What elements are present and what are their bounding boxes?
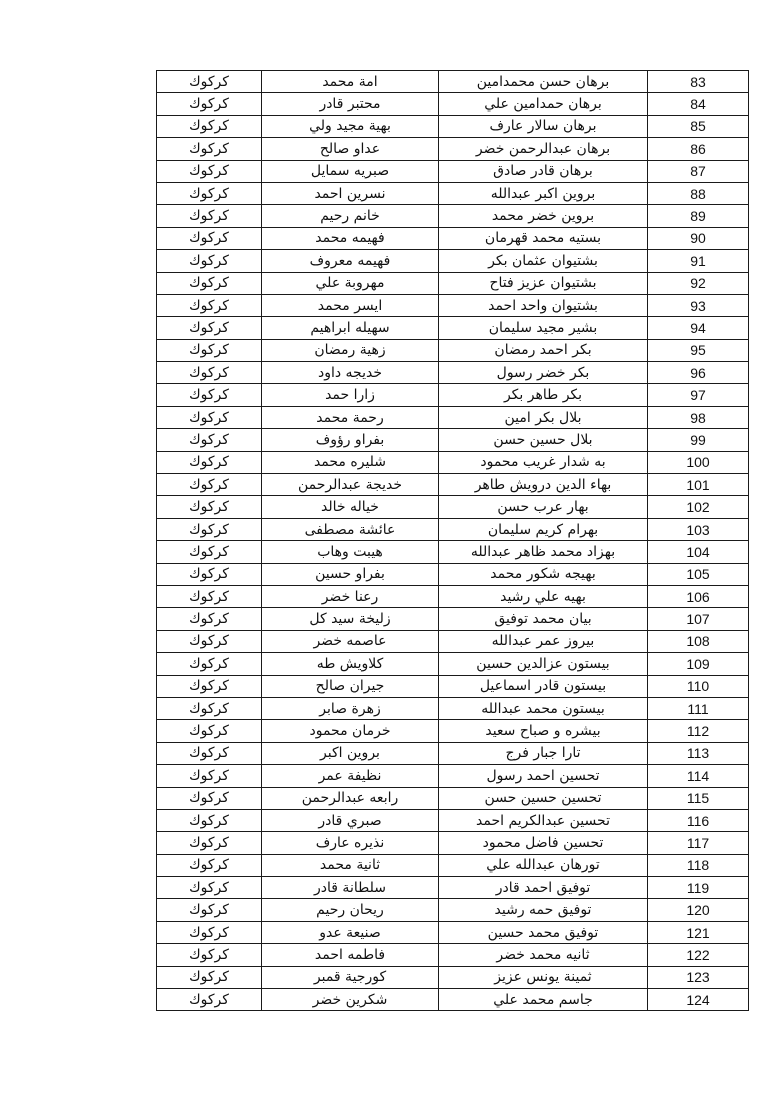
row-number-cell: 90 [648,227,749,249]
table-row [157,944,749,966]
city-cell: كركوك [157,653,262,675]
full-name-cell: بيستون عزالدين حسين [439,653,648,675]
full-name-cell: تارا جبار فرج [439,742,648,764]
row-number-cell: 118 [648,854,749,876]
full-name-cell: بستيه محمد قهرمان [439,227,648,249]
table-row [157,362,749,384]
full-name-cell: بهيه علي رشيد [439,585,648,607]
row-number-cell: 100 [648,451,749,473]
mother-name-cell: زهية رمضان [262,339,439,361]
mother-name-cell: ايسر محمد [262,294,439,316]
row-number-cell: 94 [648,317,749,339]
table-row [157,272,749,294]
row-number-cell: 106 [648,585,749,607]
table-row [157,832,749,854]
full-name-cell: بلال حسين حسن [439,429,648,451]
city-cell: كركوك [157,765,262,787]
row-number-cell: 121 [648,921,749,943]
table-row [157,989,749,1011]
full-name-cell: برهان عبدالرحمن خضر [439,138,648,160]
city-cell: كركوك [157,294,262,316]
table-body [157,71,749,1011]
table-row [157,294,749,316]
row-number-cell: 114 [648,765,749,787]
table-row [157,496,749,518]
table-row [157,339,749,361]
city-cell: كركوك [157,541,262,563]
row-number-cell: 105 [648,563,749,585]
mother-name-cell: نظيفة عمر [262,765,439,787]
mother-name-cell: بروين اكبر [262,742,439,764]
full-name-cell: تحسين احمد رسول [439,765,648,787]
row-number-cell: 104 [648,541,749,563]
full-name-cell: تحسين فاضل محمود [439,832,648,854]
mother-name-cell: محتبر قادر [262,93,439,115]
row-number-cell: 86 [648,138,749,160]
mother-name-cell: نذيره عارف [262,832,439,854]
mother-name-cell: هيبت وهاب [262,541,439,563]
full-name-cell: تورهان عبدالله علي [439,854,648,876]
mother-name-cell: خديجه داود [262,362,439,384]
city-cell: كركوك [157,899,262,921]
table-row [157,608,749,630]
full-name-cell: بلال بكر امين [439,406,648,428]
mother-name-cell: زليخة سيد كل [262,608,439,630]
row-number-cell: 99 [648,429,749,451]
mother-name-cell: عائشة مصطفى [262,518,439,540]
mother-name-cell: جيران صالح [262,675,439,697]
mother-name-cell: شليره محمد [262,451,439,473]
city-cell: كركوك [157,406,262,428]
full-name-cell: برهان حسن محمدامين [439,71,648,93]
full-name-cell: بشتيوان عزيز فتاح [439,272,648,294]
full-name-cell: جاسم محمد علي [439,989,648,1011]
city-cell: كركوك [157,71,262,93]
mother-name-cell: خانم رحيم [262,205,439,227]
full-name-cell: برهان قادر صادق [439,160,648,182]
mother-name-cell: خياله خالد [262,496,439,518]
full-name-cell: برهان سالار عارف [439,115,648,137]
row-number-cell: 123 [648,966,749,988]
mother-name-cell: رعنا خضر [262,585,439,607]
city-cell: كركوك [157,182,262,204]
mother-name-cell: امة محمد [262,71,439,93]
table-row [157,720,749,742]
city-cell: كركوك [157,563,262,585]
mother-name-cell: رحمة محمد [262,406,439,428]
mother-name-cell: كلاويش طه [262,653,439,675]
city-cell: كركوك [157,339,262,361]
mother-name-cell: فهيمه محمد [262,227,439,249]
full-name-cell: بهرام كريم سليمان [439,518,648,540]
full-name-cell: بشتيوان عثمان بكر [439,250,648,272]
mother-name-cell: رابعه عبدالرحمن [262,787,439,809]
city-cell: كركوك [157,921,262,943]
table-row [157,765,749,787]
row-number-cell: 122 [648,944,749,966]
row-number-cell: 107 [648,608,749,630]
table-row [157,160,749,182]
row-number-cell: 110 [648,675,749,697]
mother-name-cell: بفراو رؤوف [262,429,439,451]
names-table [156,70,749,1011]
table-row [157,697,749,719]
full-name-cell: بشير مجيد سليمان [439,317,648,339]
mother-name-cell: صنيعة عدو [262,921,439,943]
mother-name-cell: خرمان محمود [262,720,439,742]
mother-name-cell: نسرين احمد [262,182,439,204]
table-row [157,384,749,406]
city-cell: كركوك [157,832,262,854]
row-number-cell: 88 [648,182,749,204]
city-cell: كركوك [157,630,262,652]
city-cell: كركوك [157,720,262,742]
city-cell: كركوك [157,451,262,473]
mother-name-cell: فاطمه احمد [262,944,439,966]
full-name-cell: تحسين عبدالكريم احمد [439,809,648,831]
full-name-cell: بكر طاهر بكر [439,384,648,406]
table-row [157,317,749,339]
city-cell: كركوك [157,362,262,384]
city-cell: كركوك [157,966,262,988]
row-number-cell: 89 [648,205,749,227]
full-name-cell: بهزاد محمد ظاهر عبدالله [439,541,648,563]
city-cell: كركوك [157,317,262,339]
full-name-cell: بهار عرب حسن [439,496,648,518]
full-name-cell: ثمينة يونس عزيز [439,966,648,988]
full-name-cell: بيان محمد توفيق [439,608,648,630]
city-cell: كركوك [157,854,262,876]
row-number-cell: 103 [648,518,749,540]
table-row [157,630,749,652]
row-number-cell: 92 [648,272,749,294]
row-number-cell: 117 [648,832,749,854]
row-number-cell: 111 [648,697,749,719]
mother-name-cell: صبري قادر [262,809,439,831]
row-number-cell: 98 [648,406,749,428]
city-cell: كركوك [157,518,262,540]
table-row [157,809,749,831]
mother-name-cell: صبريه سمايل [262,160,439,182]
city-cell: كركوك [157,93,262,115]
table-row [157,541,749,563]
table-row [157,653,749,675]
row-number-cell: 102 [648,496,749,518]
mother-name-cell: ريحان رحيم [262,899,439,921]
row-number-cell: 115 [648,787,749,809]
table-row [157,227,749,249]
table-row [157,675,749,697]
table-row [157,429,749,451]
mother-name-cell: كورجية قمبر [262,966,439,988]
row-number-cell: 95 [648,339,749,361]
full-name-cell: بشتيوان واحد احمد [439,294,648,316]
mother-name-cell: مهروبة علي [262,272,439,294]
row-number-cell: 116 [648,809,749,831]
row-number-cell: 119 [648,877,749,899]
city-cell: كركوك [157,697,262,719]
table-row [157,854,749,876]
table-row [157,71,749,93]
mother-name-cell: بفراو حسين [262,563,439,585]
table-row [157,115,749,137]
row-number-cell: 97 [648,384,749,406]
city-cell: كركوك [157,809,262,831]
table-row [157,474,749,496]
city-cell: كركوك [157,160,262,182]
city-cell: كركوك [157,384,262,406]
table-row [157,742,749,764]
mother-name-cell: عداو صالح [262,138,439,160]
row-number-cell: 108 [648,630,749,652]
full-name-cell: بكر احمد رمضان [439,339,648,361]
city-cell: كركوك [157,944,262,966]
city-cell: كركوك [157,138,262,160]
mother-name-cell: سلطانة قادر [262,877,439,899]
city-cell: كركوك [157,877,262,899]
row-number-cell: 84 [648,93,749,115]
city-cell: كركوك [157,787,262,809]
row-number-cell: 109 [648,653,749,675]
row-number-cell: 124 [648,989,749,1011]
city-cell: كركوك [157,496,262,518]
city-cell: كركوك [157,474,262,496]
mother-name-cell: بهية مجيد ولي [262,115,439,137]
table-row [157,451,749,473]
full-name-cell: تحسين حسين حسن [439,787,648,809]
row-number-cell: 91 [648,250,749,272]
table-row [157,563,749,585]
city-cell: كركوك [157,742,262,764]
city-cell: كركوك [157,429,262,451]
table-row [157,966,749,988]
row-number-cell: 85 [648,115,749,137]
full-name-cell: بيروز عمر عبدالله [439,630,648,652]
table-row [157,138,749,160]
mother-name-cell: عاصمه خضر [262,630,439,652]
table-row [157,182,749,204]
table-row [157,518,749,540]
city-cell: كركوك [157,675,262,697]
city-cell: كركوك [157,608,262,630]
table-row [157,205,749,227]
row-number-cell: 83 [648,71,749,93]
city-cell: كركوك [157,115,262,137]
full-name-cell: به شدار غريب محمود [439,451,648,473]
table-row [157,250,749,272]
table-row [157,921,749,943]
city-cell: كركوك [157,585,262,607]
full-name-cell: بروين اكبر عبدالله [439,182,648,204]
row-number-cell: 113 [648,742,749,764]
row-number-cell: 112 [648,720,749,742]
table-row [157,406,749,428]
full-name-cell: توفيق حمه رشيد [439,899,648,921]
row-number-cell: 101 [648,474,749,496]
table-row [157,787,749,809]
table-row [157,877,749,899]
city-cell: كركوك [157,272,262,294]
mother-name-cell: زهرة صابر [262,697,439,719]
row-number-cell: 93 [648,294,749,316]
mother-name-cell: فهيمه معروف [262,250,439,272]
mother-name-cell: زارا حمد [262,384,439,406]
table-row [157,93,749,115]
city-cell: كركوك [157,989,262,1011]
full-name-cell: توفيق محمد حسين [439,921,648,943]
city-cell: كركوك [157,205,262,227]
table-row [157,899,749,921]
full-name-cell: بهاء الدين درويش طاهر [439,474,648,496]
full-name-cell: بروين خضر محمد [439,205,648,227]
full-name-cell: توفيق احمد قادر [439,877,648,899]
full-name-cell: ثانيه محمد خضر [439,944,648,966]
full-name-cell: برهان حمدامين علي [439,93,648,115]
city-cell: كركوك [157,227,262,249]
full-name-cell: بيشره و صباح سعيد [439,720,648,742]
mother-name-cell: خديجة عبدالرحمن [262,474,439,496]
mother-name-cell: سهيله ابراهيم [262,317,439,339]
row-number-cell: 87 [648,160,749,182]
row-number-cell: 120 [648,899,749,921]
mother-name-cell: شكرين خضر [262,989,439,1011]
full-name-cell: بهيجه شكور محمد [439,563,648,585]
mother-name-cell: ثانية محمد [262,854,439,876]
table-row [157,585,749,607]
row-number-cell: 96 [648,362,749,384]
city-cell: كركوك [157,250,262,272]
full-name-cell: بيستون محمد عبدالله [439,697,648,719]
full-name-cell: بيستون قادر اسماعيل [439,675,648,697]
full-name-cell: بكر خضر رسول [439,362,648,384]
